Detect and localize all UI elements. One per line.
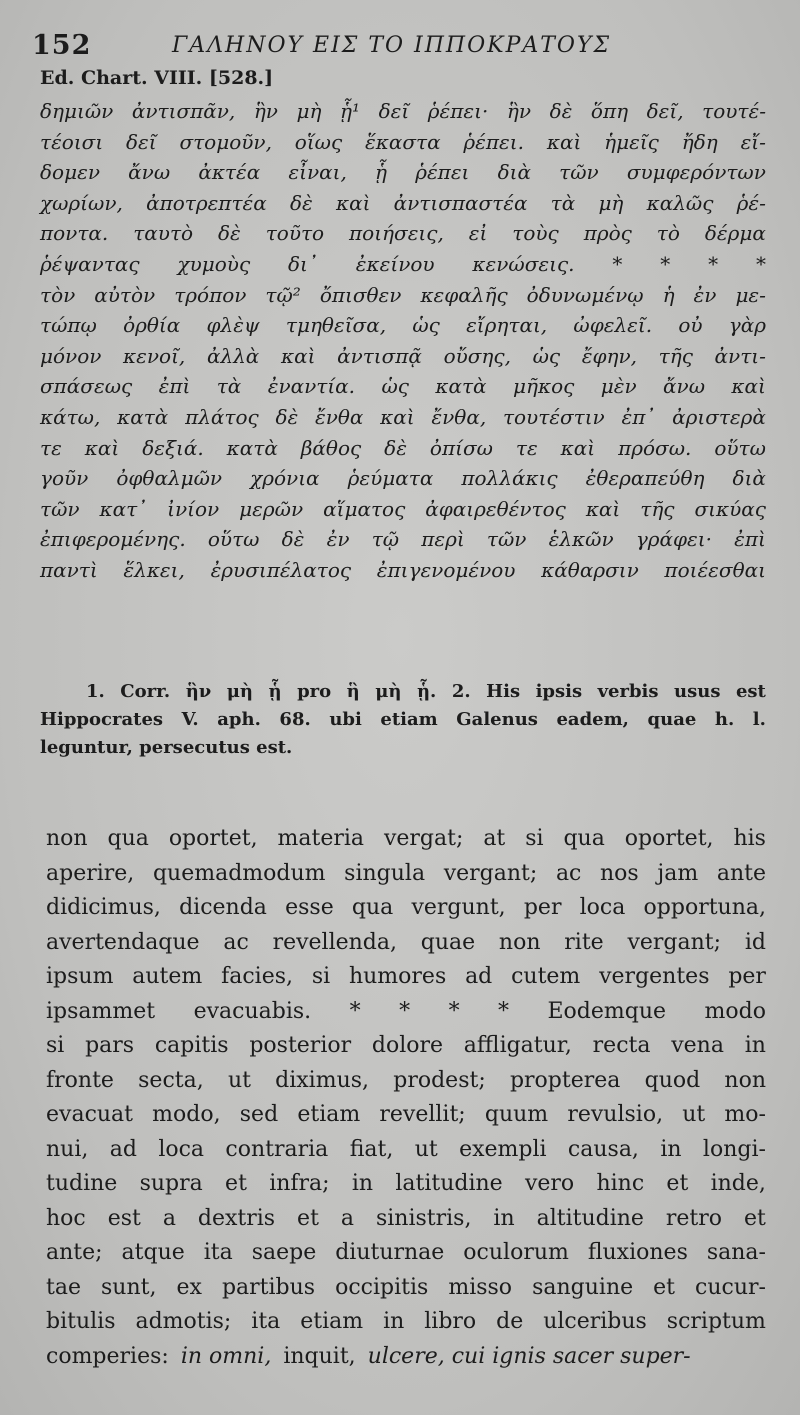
page-header: [32, 30, 772, 64]
footnote-text: 1. Corr. ἣν μὴ ᾗ pro ἣ μὴ ᾗ. 2. His ipsis verbis usus est: [86, 681, 766, 702]
latin-line: ipsammet evacuabis. * * * * Eodemque modo: [46, 998, 766, 1024]
latin-line: si pars capitis posterior dolore affligatur, recta vena in: [46, 1033, 766, 1058]
latin-line: fronte secta, ut diximus, prodest; propterea quod non: [46, 1067, 766, 1093]
greek-text-block: [40, 96, 766, 586]
greek-line: παντὶ ἕλκει, ἐρυσιπέλατος ἐπιγενομένου κάθαρσιν ποιέεσθαι: [40, 557, 766, 582]
latin-line: avertendaque ac revellenda, quae non rite vergant; id: [46, 929, 766, 955]
latin-line-final: [46, 1340, 766, 1375]
greek-line: σπάσεως ἐπὶ τὰ ἐναντία. ὡς κατὰ μῆκος μὲν ἄνω καὶ: [40, 374, 766, 399]
greek-line: τῶν κατ᾽ ἰνίον μερῶν αἵματος ἀφαιρεθέντος καὶ τῆς σικύας: [40, 496, 766, 521]
latin-italic-quote: ulcere, cui ignis sacer super-: [367, 1343, 691, 1369]
page-number: 152: [32, 30, 92, 61]
latin-line: tae sunt, ex partibus occipitis misso sanguine et cucur-: [46, 1274, 766, 1300]
greek-line: ποντα. ταυτὸ δὲ τοῦτο ποιήσεις, εἰ τοὺς πρὸς τὸ δέρμα: [40, 221, 766, 246]
greek-line: μόνον κενοῖ, ἀλλὰ καὶ ἀντισπᾷ οὔσης, ὡς ἔφην, τῆς ἀντι-: [40, 343, 766, 368]
latin-line: didicimus, dicenda esse qua vergunt, per loca opportuna,: [46, 895, 766, 920]
footnote-text: Hippocrates V. aph. 68. ubi etiam Galenus eadem, quae h. l.: [40, 709, 766, 730]
latin-line: nui, ad loca contraria fiat, ut exempli causa, in longi-: [46, 1136, 766, 1162]
latin-text: comperies:: [46, 1343, 169, 1369]
footnote-text: leguntur, persecutus est.: [40, 737, 293, 758]
latin-line: aperire, quemadmodum singula vergant; ac nos jam ante: [46, 860, 766, 886]
footnote-line: [40, 734, 766, 762]
latin-line: hoc est a dextris et a sinistris, in altitudine retro et: [46, 1205, 766, 1231]
latin-line: ipsum autem facies, si humores ad cutem vergentes per: [46, 964, 766, 989]
running-title: ΓΑΛΗΝΟΥ ΕΙΣ ΤΟ ΙΠΠΟΚΡΑΤΟΥΣ: [172, 33, 612, 58]
greek-line: τὸν αὐτὸν τρόπον τῷ² ὄπισθεν κεφαλῆς ὀδυνωμένῳ ἡ ἐν με-: [40, 282, 766, 307]
greek-line: δημιῶν ἀντισπᾶν, ἣν μὴ ᾗ¹ δεῖ ῥέπει· ἣν δὲ ὅπη δεῖ, τουτέ-: [40, 99, 766, 123]
greek-line: κάτω, κατὰ πλάτος δὲ ἔνθα καὶ ἔνθα, τουτέστιν ἐπ᾽ ἀριστερὰ: [40, 404, 766, 429]
latin-line: bitulis admotis; ita etiam in libro de ulceribus scriptum: [46, 1309, 766, 1334]
latin-italic-quote: in omni,: [180, 1343, 272, 1369]
footnote-line: [40, 678, 766, 706]
greek-line: γοῦν ὀφθαλμῶν χρόνια ῥεύματα πολλάκις ἐθεραπεύθη διὰ: [40, 466, 766, 491]
greek-line: τε καὶ δεξιά. κατὰ βάθος δὲ ὀπίσω τε καὶ πρόσω. οὕτω: [40, 435, 766, 460]
latin-line: ante; atque ita saepe diuturnae oculorum fluxiones sana-: [46, 1240, 766, 1265]
latin-line: tudine supra et infra; in latitudine vero hinc et inde,: [46, 1171, 766, 1196]
greek-line: τέοισι δεῖ στομοῦν, οἵως ἕκαστα ῥέπει. καὶ ἡμεῖς ἤδη εἴ-: [40, 129, 766, 154]
greek-line: χωρίων, ἀποτρεπτέα δὲ καὶ ἀντισπαστέα τὰ μὴ καλῶς ῥέ-: [40, 190, 766, 215]
greek-line: δομεν ἄνω ἀκτέα εἶναι, ᾗ ῥέπει διὰ τῶν συμφερόντων: [40, 160, 766, 185]
latin-text: inquit,: [283, 1343, 356, 1369]
latin-text-block: [46, 822, 766, 1374]
greek-line: ἐπιφερομένης. οὕτω δὲ ἐν τῷ περὶ τῶν ἑλκῶν γράφει· ἐπὶ: [40, 527, 766, 552]
greek-line: ῥέψαντας χυμοὺς δι᾽ ἐκείνου κενώσεις. * * * *: [40, 251, 766, 276]
edition-reference: Ed. Chart. VIII. [528.]: [40, 67, 274, 89]
latin-line: evacuat modo, sed etiam revellit; quum revulsio, ut mo-: [46, 1102, 766, 1127]
greek-line: τώπῳ ὀρθία φλὲψ τμηθεῖσα, ὡς εἴρηται, ὠφελεῖ. οὐ γὰρ: [40, 313, 766, 338]
footnote-line: [40, 706, 766, 734]
latin-line: non qua oportet, materia vergat; at si qua oportet, his: [46, 826, 766, 851]
